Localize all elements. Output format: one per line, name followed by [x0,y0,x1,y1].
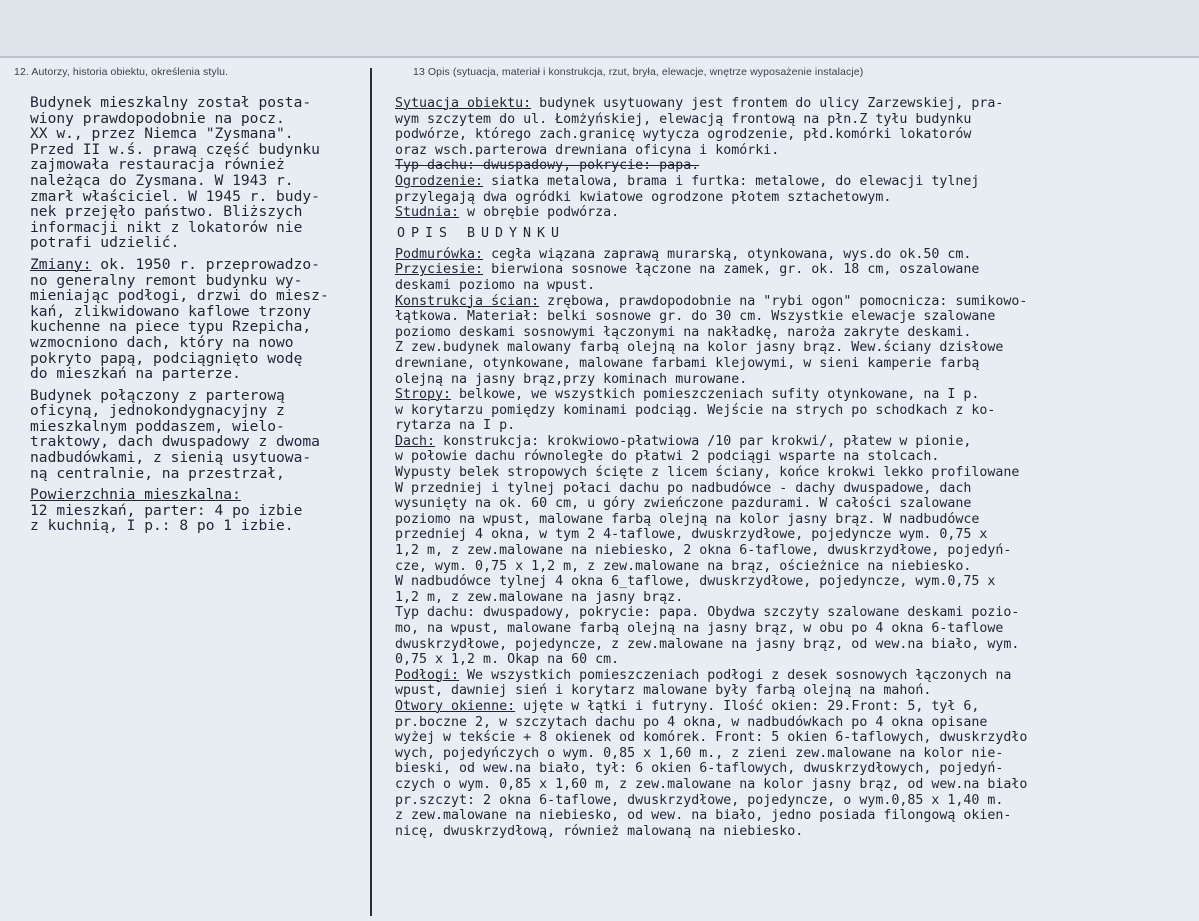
text-line: poziomo deskami sosnowymi łączonymi na nakładkę, naroża zakryte deskami. [395,324,972,340]
text-line: potrafi udzielić. [30,234,180,252]
text-line: kań, zlikwidowano kaflowe trzony [30,302,312,320]
text-line: ną centralnie, na przestrzał, [30,464,285,482]
text-line: nek przejęło państwo. Bliższych [30,203,303,221]
section-dach [395,434,1027,668]
text-line: W nadbudówce tylnej 4 okna 6_taflowe, dwuskrzydłowe, pojedyncze, wym.0,75 x [395,574,996,590]
text-line: przylegają dwa ogródki kwiatowe ogrodzone płotem sztachetowym. [395,189,892,205]
column-header-right: 13 Opis (sytuacja, materiał i konstrukcja, rzut, bryła, elewacje, wnętrze wyposażenie instalacje) [413,66,864,78]
text-line: mieszkalnym poddaszem, wielo- [30,417,285,435]
text-line: W przedniej i tylnej połaci dachu po nadbudówce - dachy dwuspadowe, dach [395,480,972,496]
text-line: Wypusty belek stropowych ścięte z licem ściany, końce krokwi lekko profilowane [395,465,1020,481]
text-line: pr.boczne 2, w szczytach dachu po 4 okna, w nadbudówkach po 4 okna opisane [395,714,988,730]
text-line: bieski, od wew.na biało, tył: 6 okien 6-taflowych, dwuskrzydłowych, pojedyń- [395,761,1004,777]
text-line: nicę, dwuskrzydłową, również malowaną na niebiesko. [395,823,804,839]
text-line: przedniej 4 okna, w tym 2 4-taflowe, dwuskrzydłowe, pojedyncze wym. 0,75 x [395,527,988,543]
text-run: siatka metalowa, brama i furtka: metalowe, do elewacji tylnej [483,173,980,189]
text-run: bierwiona sosnowe łączone na zamek, gr. ok. 18 cm, oszalowane [483,262,980,278]
left-column [30,95,329,534]
text-line: czych o wym. 0,85 x 1,60 m, z zew.malowane na kolor jasny brąz, od wew.na biało [395,776,1028,792]
section-label-ogrodzenie: Ogrodzenie: [395,173,484,189]
text-line: z kuchnią, I p.: 8 po 1 izbie. [30,517,294,535]
section-otwory [395,699,1027,839]
text-run: ujęte w łątki i futryny. Ilość okien: 29.Front: 5, tył 6, [515,698,980,714]
text-line: olejną na jasny brąz,przy kominach murowane. [395,371,748,387]
column-header-left: 12. Autorzy, historia obiektu, określenia stylu. [14,66,229,78]
section-podlogi [395,668,1027,699]
text-line: oficyną, jednokondygnacyjny z [30,402,285,420]
structure-paragraph [30,388,329,482]
history-paragraph [30,95,329,251]
section-label-powierzchnia: Powierzchnia mieszkalna: [30,486,241,504]
text-line: pokryto papą, podciągnięto wodę [30,349,303,367]
area-paragraph [30,487,329,534]
text-line: Budynek połączony z parterową [30,386,285,404]
section-label-sytuacja: Sytuacja obiektu: [395,96,532,111]
text-line: drewniane, otynkowane, malowane farbami klejowymi, w sieni kamperie farbą [395,355,980,371]
text-run: ok. 1950 r. przeprowadzo- [91,255,320,273]
section-sytuacja [395,96,1027,158]
section-label-stropy: Stropy: [395,387,452,403]
section-ogrodzenie [395,174,1027,205]
text-line: kuchenne na piece typu Rzepicha, [30,318,312,336]
text-line: wpust, dawniej sień i korytarz malowane były farbą olejną na mahoń. [395,683,932,699]
text-run: zrębowa, prawdopodobnie na "rybi ogon" pomocnicza: sumikowo- [539,293,1028,309]
text-line: zmarł właściciel. W 1945 r. budy- [30,187,320,205]
text-line: 1,2 m, z zew.malowane na niebiesko, 2 okna 6-taflowe, dwuskrzydłowe, pojedyń- [395,543,1012,559]
column-divider [370,68,372,916]
text-line: 12 mieszkań, parter: 4 po izbie [30,501,303,519]
text-line: z zew.malowane na niebiesko, od wew. na biało, jedno posiada filongową okien- [395,808,1012,824]
text-line: w połowie dachu równoległe do płatwi 2 podciągi wsparte na stolcach. [395,449,940,465]
section-heading-opis-budynku: OPIS BUDYNKU [397,225,566,241]
text-run: budynek usytuowany jest frontem do ulicy Zarzewskiej, pra- [531,96,1004,111]
text-line: oraz wsch.parterowa drewniana oficyna i komórki. [395,142,780,158]
text-line: Z zew.budynek malowany farbą olejną na kolor jasny brąz. Wew.ściany dzisłowe [395,340,1004,356]
text-run: w obrębie podwórza. [459,205,620,221]
text-line: deskami poziomo na wpust. [395,277,596,293]
text-line: no generalny remont budynku wy- [30,271,303,289]
text-line: wiony prawdopodobnie na pocz. [30,109,285,127]
section-label-otwory: Otwory okienne: [395,698,516,714]
section-label-zmiany: Zmiany: [30,255,92,273]
text-line: wym szczytem do ul. Łomżyńskiej, elewacją frontową na płn.Z tyłu budynku [395,111,972,127]
text-line: informacji nikt z lokatorów nie [30,218,303,236]
text-line: wzmocniono dach, który na nowo [30,333,294,351]
text-line: rytarza na I p. [395,418,516,434]
section-label-przyciesie: Przyciesie: [395,262,484,278]
text-line: nadbudówkami, z sienią usytuowa- [30,449,312,467]
text-line: cze, wym. 0,75 x 1,2 m, z zew.malowane na brąz, ościeżnice na niebiesko. [395,558,972,574]
text-line: traktowy, dach dwuspadowy z dwoma [30,433,320,451]
section-label-studnia: Studnia: [395,205,460,221]
section-label-podmurowka: Podmurówka: [395,246,484,262]
text-run: cegła wiązana zaprawą murarską, otynkowana, wys.do ok.50 cm. [483,246,972,262]
text-line: XX w., przez Niemca "Zysmana". [30,125,294,143]
text-line: mo, na wpust, malowane farbą olejną na jasny brąz, w obu po 4 okna 6-taflowe [395,621,1004,636]
text-line: podwórze, którego zach.granicę wytycza ogrodzenie, płd.komórki lokatorów [395,127,972,143]
text-line: do mieszkań na parterze. [30,365,241,383]
section-stropy [395,387,1027,434]
text-line: zajmowała restauracja również [30,156,285,174]
section-konstrukcja [395,294,1027,388]
section-label-podlogi: Podłogi: [395,667,460,683]
text-line: pr.szczyt: 2 okna 6-taflowe, dwuskrzydłowe, pojedyncze, o wym.0,85 x 1,40 m. [395,792,1004,808]
text-line: Typ dachu: dwuspadowy, pokrycie: papa. Obydwa szczyty szalowane deskami pozio- [395,605,1020,621]
text-line: 1,2 m, z zew.malowane na jasny brąz. [395,589,684,605]
struck-out-line: Typ dachu: dwuspadowy, pokrycie: papa. [395,158,700,174]
text-line: łątkowa. Materiał: belki sosnowe gr. do 30 cm. Wszystkie elewacje szalowane [395,309,996,325]
text-line: w korytarzu pomiędzy kominami podciąg. Wejście na strych po schodkach z ko- [395,402,996,418]
text-line: wysunięty na ok. 60 cm, u góry zwieńczone pazdurami. W całości szalowane [395,496,972,512]
top-band [0,0,1199,58]
right-column [395,96,1027,839]
text-line: wyżej w tekście + 8 okienek od komórek. Front: 5 okien 6-taflowych, dwuskrzydło [395,730,1028,746]
text-line: 0,75 x 1,2 m. Okap na 60 cm. [395,652,620,668]
section-label-dach: Dach: [395,433,436,449]
changes-paragraph [30,257,329,382]
text-line: Przed II w.ś. prawą część budynku [30,140,320,158]
text-run: We wszystkich pomieszczeniach podłogi z desek sosnowych łączonych na [459,667,1012,683]
text-line: wych, pojedyńczych o wym. 0,85 x 1,60 m., z zieni zew.malowane na kolor nie- [395,745,1004,761]
section-label-konstrukcja: Konstrukcja ścian: [395,293,540,309]
section-przyciesie [395,262,1027,293]
text-line: należąca do Zysmana. W 1943 r. [30,171,294,189]
text-line: mieniając podłogi, drzwi do miesz- [30,287,329,305]
text-line: Budynek mieszkalny został posta- [30,94,312,111]
text-line: poziomo na wpust, malowane farbą olejną na kolor jasny brąz. W nadbudówce [395,511,980,527]
text-run: belkowe, we wszystkich pomieszczeniach sufity otynkowane, na I p. [451,387,980,403]
text-line: dwuskrzydłowe, pojedyncze, z zew.malowane na jasny brąz, od wew.na biało, wym. [395,636,1020,652]
text-run: konstrukcja: krokwiowo-płatwiowa /10 par krokwi/, płatew w pionie, [435,433,972,449]
